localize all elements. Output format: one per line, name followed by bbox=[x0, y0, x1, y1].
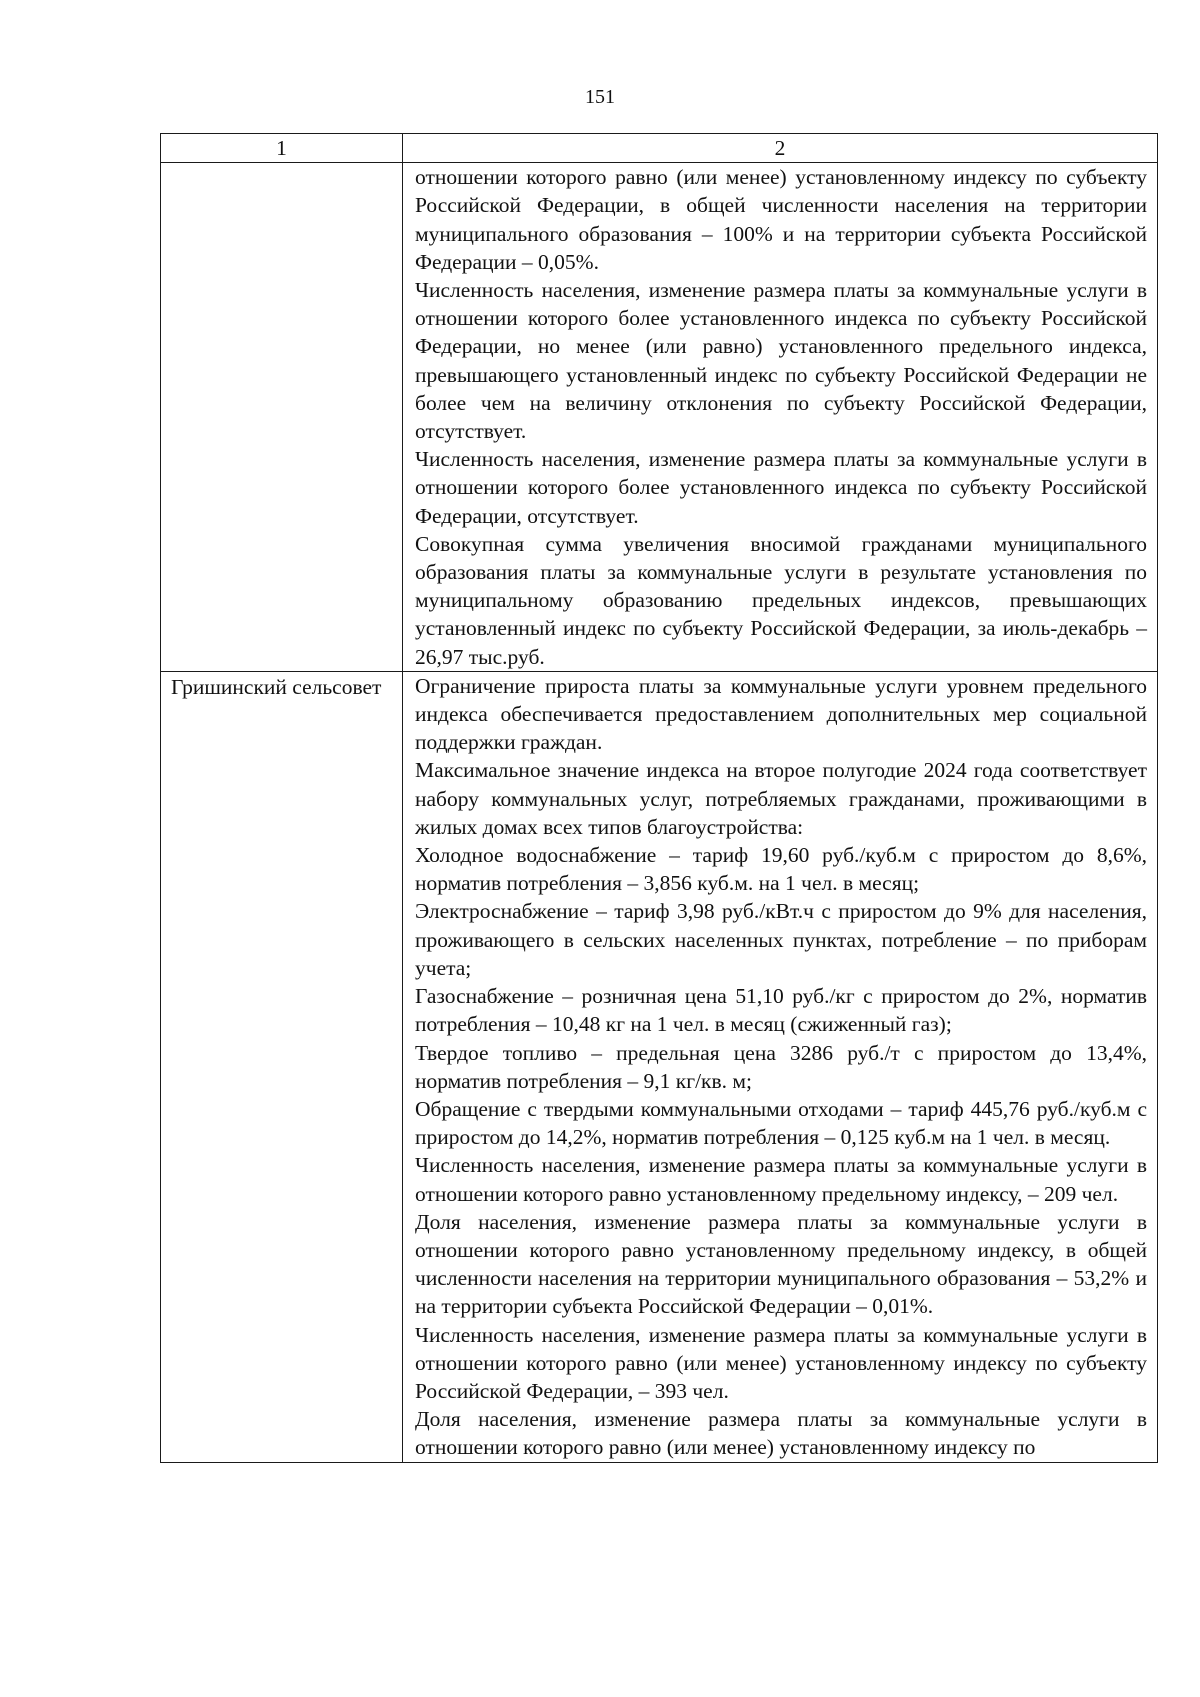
description-cell bbox=[403, 163, 1158, 672]
table-row bbox=[161, 163, 1158, 672]
paragraph: Доля населения, изменение размера платы за коммунальные услуги в отношении которого равно установленному предельному индексу, в общей численности населения на территории муниципального образования – 53,2% и на территории субъекта Российской Федерации – 0,01%. bbox=[415, 1209, 1147, 1319]
table-header-row bbox=[161, 134, 1158, 163]
paragraph: Доля населения, изменение размера платы за коммунальные услуги в отношении которого равно (или менее) установленному индексу по bbox=[415, 1407, 1147, 1460]
paragraph: Численность населения, изменение размера платы за коммунальные услуги в отношении которого равно (или менее) установленному индексу по субъекту Российской Федерации, – 393 чел. bbox=[415, 1322, 1147, 1403]
paragraph: Обращение с твердыми коммунальными отходами – тариф 445,76 руб./куб.м с приростом до 14,2%, норматив потребления – 0,125 куб.м на 1 чел. в месяц. bbox=[415, 1096, 1147, 1150]
column-header-1: 1 bbox=[161, 134, 403, 163]
paragraph: Совокупная сумма увеличения вносимой гражданами муниципального образования платы за коммунальные услуги в результате установления по муниципальному образованию предельных индексов, превышающих установленный индекс по субъекту Российской Федерации, за июль-декабрь – 26,97 тыс.руб. bbox=[415, 531, 1147, 669]
paragraph: Холодное водоснабжение – тариф 19,60 руб./куб.м с приростом до 8,6%, норматив потребления – 3,856 куб.м. на 1 чел. в месяц; bbox=[415, 843, 1147, 896]
document-table bbox=[160, 133, 1158, 1463]
paragraph: Ограничение прироста платы за коммунальные услуги уровнем предельного индекса обеспечивается предоставлением дополнительных мер социальной поддержки граждан. bbox=[415, 673, 1147, 755]
description-cell bbox=[403, 671, 1158, 1462]
table-row bbox=[161, 671, 1158, 1462]
column-header-2: 2 bbox=[403, 134, 1158, 163]
municipality-name-cell bbox=[161, 163, 403, 672]
paragraph: Численность населения, изменение размера платы за коммунальные услуги в отношении которого равно установленному предельному индексу, – 209 чел. bbox=[415, 1153, 1147, 1206]
municipality-name-cell: Гришинский сельсовет bbox=[161, 671, 403, 1462]
paragraph: отношении которого равно (или менее) установленному индексу по субъекту Российской Федерации, в общей численности населения на территории муниципального образования – 100% и на территории субъекта Российской Федерации – 0,05%. bbox=[415, 165, 1147, 274]
paragraph: Максимальное значение индекса на второе полугодие 2024 года соответствует набору коммунальных услуг, потребляемых гражданами, проживающими в жилых домах всех типов благоустройства: bbox=[415, 758, 1147, 839]
paragraph: Газоснабжение – розничная цена 51,10 руб./кг с приростом до 2%, норматив потребления – 10,48 кг на 1 чел. в месяц (сжиженный газ); bbox=[415, 984, 1147, 1037]
paragraph: Численность населения, изменение размера платы за коммунальные услуги в отношении которого более установленного индекса по субъекту Российской Федерации, но менее (или равно) установленного предельного индекса, превышающего установленный индекс по субъекту Российской Федерации не более чем на величину отклонения по субъекту Российской Федерации, отсутствует. bbox=[415, 278, 1147, 444]
paragraph: Численность населения, изменение размера платы за коммунальные услуги в отношении которого более установленного индекса по субъекту Российской Федерации, отсутствует. bbox=[415, 447, 1147, 528]
paragraph: Электроснабжение – тариф 3,98 руб./кВт.ч с приростом до 9% для населения, проживающего в сельских населенных пунктах, потребление – по приборам учета; bbox=[415, 899, 1147, 980]
page-number: 151 bbox=[585, 86, 615, 108]
paragraph: Твердое топливо – предельная цена 3286 руб./т с приростом до 13,4%, норматив потребления – 9,1 кг/кв. м; bbox=[415, 1040, 1147, 1093]
